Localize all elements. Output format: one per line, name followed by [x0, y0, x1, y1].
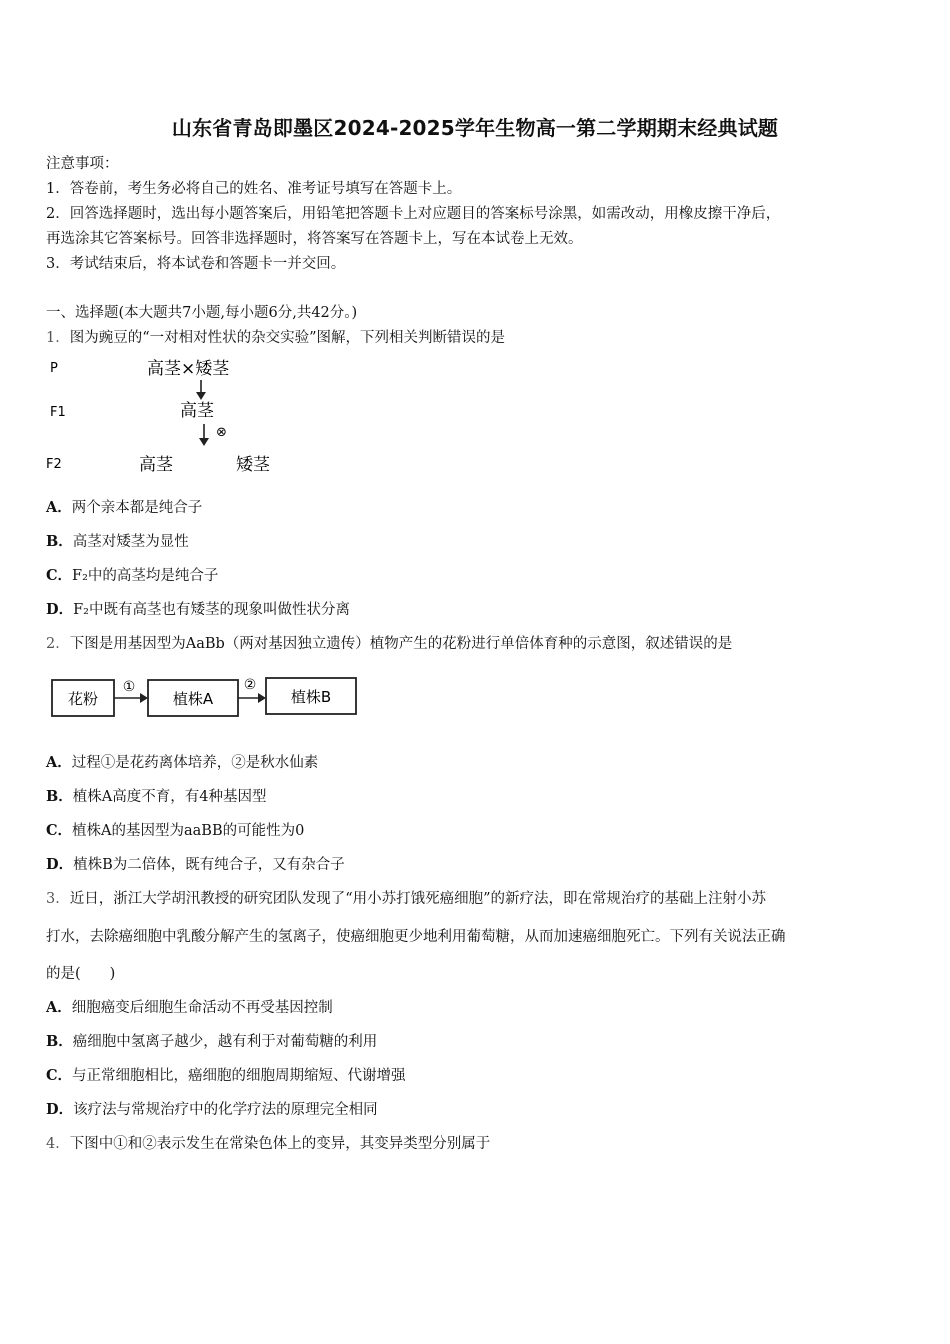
notice-heading: 注意事项： [46, 156, 119, 172]
option-text: 植株A高度不育，有4种基因型 [72, 789, 267, 805]
haploid-breeding-diagram [46, 672, 376, 724]
option-text: F₂中既有高茎也有矮茎的现象叫做性状分离 [73, 602, 350, 618]
option-letter: B． [46, 788, 73, 805]
option-c [46, 1064, 406, 1085]
step-1-label: ① [122, 679, 136, 695]
question-text: 近日，浙江大学胡汛教授的研究团队发现了“用小苏打饿死癌细胞”的新疗法，即在常规治疗的基础上注射小苏 [69, 891, 767, 907]
diagram-parent-cross: 高茎×矮茎 [147, 359, 230, 379]
notice-item: 2．回答选择题时，选出每小题答案后，用铅笔把答题卡上对应题目的答案标号涂黑，如需改动，用橡皮擦干净后， [46, 206, 781, 222]
diagram-f2-tall: 高茎 [139, 455, 173, 475]
option-c [46, 564, 218, 585]
option-letter: D． [46, 601, 74, 618]
arrow-head [199, 438, 209, 446]
option-letter: C． [46, 567, 73, 584]
step-2-label: ② [243, 677, 257, 693]
box-plant-b-label: 植株B [290, 688, 332, 706]
option-b [46, 785, 266, 806]
question-number: 2． [46, 636, 70, 652]
question-number: 4． [46, 1136, 70, 1152]
option-c [46, 819, 304, 840]
option-text: 两个亲本都是纯合子 [71, 500, 203, 516]
option-a [46, 751, 318, 772]
option-text: 该疗法与常规治疗中的化学疗法的原理完全相同 [73, 1102, 378, 1118]
hybrid-cross-diagram [44, 352, 304, 480]
option-text: 细胞癌变后细胞生命活动不再受基因控制 [71, 1000, 333, 1016]
question-1-stem [46, 326, 505, 347]
question-text: 下图中①和②表示发生在常染色体上的变异，其变异类型分别属于 [69, 1136, 491, 1152]
option-d [46, 853, 345, 874]
option-b [46, 530, 189, 551]
option-letter: D． [46, 856, 74, 873]
option-letter: B． [46, 1033, 73, 1050]
question-4-stem [46, 1132, 490, 1153]
arrow-head [258, 693, 266, 703]
diagram-f2-short: 矮茎 [236, 455, 270, 475]
box-plant-a-label: 植株A [172, 690, 214, 708]
question-2-stem [46, 632, 732, 653]
diagram-f1: 高茎 [180, 401, 214, 421]
question-3-stem-line: 的是( ) [46, 966, 116, 982]
notice-item: 再选涂其它答案标号。回答非选择题时，将答案写在答题卡上，写在本试卷上无效。 [46, 231, 583, 247]
box-pollen-label: 花粉 [67, 690, 99, 708]
arrow-head [196, 392, 206, 400]
diagram-label-p: P [50, 361, 58, 376]
question-number: 3． [46, 891, 70, 907]
page-title: 山东省青岛即墨区2024-2025学年生物高一第二学期期末经典试题 [171, 116, 779, 140]
diagram-label-f1: F1 [50, 405, 66, 420]
self-cross-symbol: ⊗ [216, 425, 227, 440]
notice-item: 3．考试结束后，将本试卷和答题卡一并交回。 [46, 256, 346, 272]
arrow-head [140, 693, 148, 703]
notice-item: 1．答卷前，考生务必将自己的姓名、准考证号填写在答题卡上。 [46, 181, 462, 197]
option-text: 与正常细胞相比，癌细胞的细胞周期缩短、代谢增强 [72, 1068, 406, 1084]
option-letter: A． [46, 499, 72, 516]
question-number: 1． [46, 330, 70, 346]
option-text: F₂中的高茎均是纯合子 [72, 568, 219, 584]
option-text: 癌细胞中氢离子越少，越有利于对葡萄糖的利用 [72, 1034, 378, 1050]
diagram-label-f2: F2 [46, 457, 62, 472]
option-letter: A． [46, 999, 72, 1016]
option-letter: D． [46, 1101, 74, 1118]
option-b [46, 1030, 377, 1051]
question-3-stem [46, 887, 766, 908]
question-text: 下图是用基因型为AaBb（两对基因独立遗传）植物产生的花粉进行单倍体育种的示意图，叙述错误的是 [69, 636, 733, 652]
option-d [46, 1098, 378, 1119]
option-text: 高茎对矮茎为显性 [72, 534, 189, 550]
option-letter: A． [46, 754, 72, 771]
option-letter: C． [46, 1067, 73, 1084]
option-text: 植株B为二倍体，既有纯合子，又有杂合子 [73, 857, 345, 873]
section-heading: 一、选择题(本大题共7小题,每小题6分,共42分。) [46, 305, 358, 321]
option-a [46, 496, 202, 517]
option-text: 过程①是花药离体培养，②是秋水仙素 [71, 755, 319, 771]
option-text: 植株A的基因型为aaBB的可能性为0 [72, 823, 305, 839]
option-letter: C． [46, 822, 73, 839]
option-a [46, 996, 333, 1017]
option-letter: B． [46, 533, 73, 550]
question-text: 图为豌豆的“一对相对性状的杂交实验”图解，下列相关判断错误的是 [69, 330, 506, 346]
option-d [46, 598, 350, 619]
question-3-stem-line: 打水，去除癌细胞中乳酸分解产生的氢离子，使癌细胞更少地利用葡萄糖，从而加速癌细胞死亡。下列有关说法正确 [46, 929, 786, 945]
